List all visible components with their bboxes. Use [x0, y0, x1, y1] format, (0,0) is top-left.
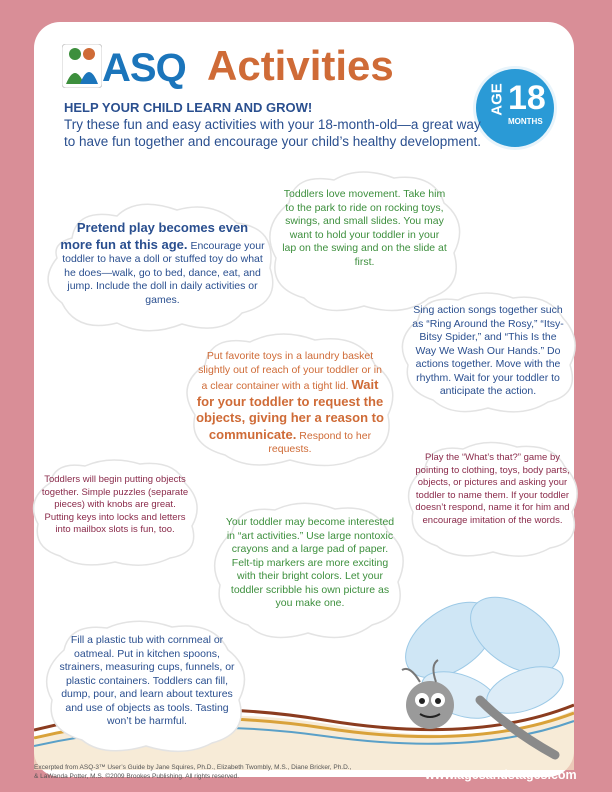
- age-unit: MONTHS: [508, 117, 543, 126]
- age-label: AGE: [488, 83, 506, 116]
- age-badge: [473, 66, 557, 150]
- cloud7-text: Your toddler may become interested in “art activities.” Use large nontoxic crayons and a large pad of paper. Felt-tip markers are more exciting with their bright colors. Let your toddler scribble his own picture as you make one.: [225, 516, 395, 609]
- activity-cloud-pretend-play: [42, 198, 282, 336]
- page-title: Activities: [207, 42, 394, 89]
- age-number: 18: [508, 79, 546, 117]
- cloud3-text: Sing action songs together such as “Ring Around the Rosy,” “Itsy-Bitsy Spider,” and “This Is the Way We Wash Our Hands.” Do actions together. Move with the rhythm. Wait for your toddler to anticipate the action.: [412, 304, 564, 397]
- cloud4-text: Put favorite toys in a laundry basket slightly out of reach of your toddler or in a clear container with a tight lid.: [198, 350, 382, 392]
- cloud5-text: Toddlers will begin putting objects together. Simple puzzles (separate pieces) with knobs are great. Putting keys into locks and letters into mailbox slots is fun, too.: [41, 474, 189, 535]
- cloud4-tail: Respond to her requests.: [268, 429, 372, 455]
- cloud2-text: Toddlers love movement. Take him to the park to ride on rocking toys, swings, and small slides. You may want to hold your toddler in your lap on the swing and on the slide at first.: [282, 188, 447, 268]
- activity-cloud-cornmeal: [42, 618, 252, 753]
- cloud6-text: Play the “What’s that?” game by pointing to clothing, toys, body parts, objects, or pictures and asking your toddler to name them. If your toddler doesn’t respond, name it for him and encourage imitation of the words.: [415, 452, 570, 526]
- activity-cloud-whats-that: [405, 440, 580, 560]
- cloud8-text: Fill a plastic tub with cornmeal or oatmeal. Put in kitchen spoons, strainers, measuring cups, funnels, or plastic containers. Toddlers can fill, dump, pour, and learn about textures and use of objects as tools. Tasting won’t be harmful.: [59, 634, 235, 727]
- family-icon: [62, 44, 102, 88]
- activity-cloud-puzzles: [30, 458, 200, 568]
- headline: HELP YOUR CHILD LEARN AND GROW!: [64, 100, 313, 115]
- intro-text: Try these fun and easy activities with your 18-month-old—a great way to have fun together and encourage your child’s healthy development.: [64, 117, 482, 149]
- cloud4-lead: Wait for your toddler to request the objects, giving her a reason to communicate.: [196, 377, 384, 442]
- activity-cloud-laundry-basket: [180, 330, 400, 468]
- logo-text: ASQ: [102, 46, 186, 90]
- dragonfly-illustration: [390, 580, 580, 770]
- footer-url[interactable]: www.agesandstages.com: [425, 768, 577, 782]
- footer-credit: Excerpted from ASQ-3™ User’s Guide by Jane Squires, Ph.D., Elizabeth Twombly, M.S., Diane Bricker, Ph.D., & LaWanda Potter, M.S. ©2009 Brookes Publishing. All rights reserved.: [34, 764, 352, 780]
- cloud1-lead: Pretend play becomes even more fun at this age.: [60, 220, 249, 252]
- cloud1-text: Encourage your toddler to have a doll or stuffed toy do what he does—walk, go to bed, dance, eat, and jump. Include the doll in daily activities or games.: [62, 239, 265, 306]
- activity-cloud-songs: [398, 290, 578, 415]
